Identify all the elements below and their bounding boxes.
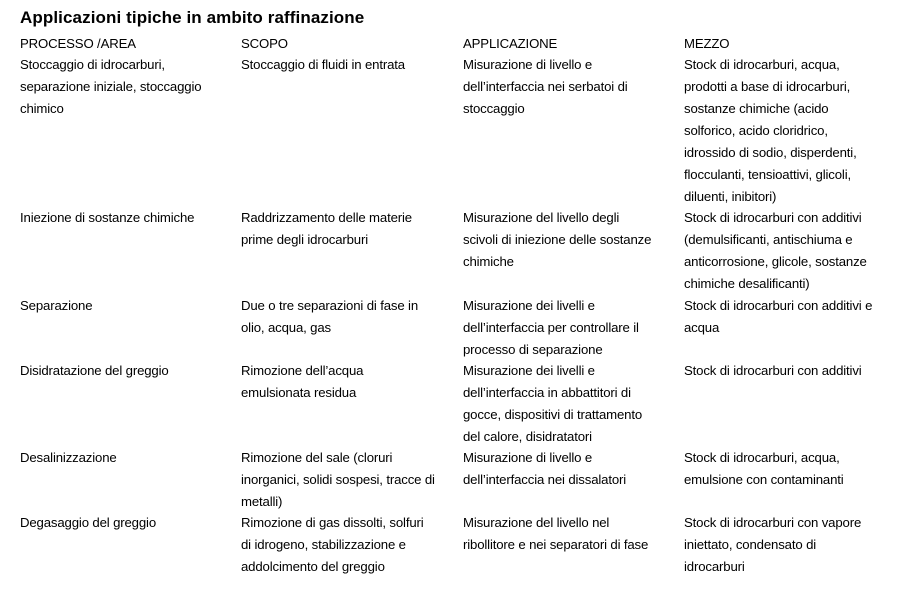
table-row (0, 295, 916, 360)
cell-mezzo: Stock di idrocarburi con additivi (684, 363, 862, 378)
cell-mezzo: Stock di idrocarburi con vapore iniettato, condensato di idrocarburi (684, 515, 862, 574)
page-title: Applicazioni tipiche in ambito raffinazione (20, 8, 365, 27)
cell-scopo: Rimozione del sale (cloruri inorganici, solidi sospesi, tracce di metalli) (241, 450, 435, 509)
cell-scopo: Raddrizzamento delle materie prime degli idrocarburi (241, 210, 412, 247)
cell-scopo: Stoccaggio di fluidi in entrata (241, 57, 405, 72)
table-row (0, 360, 916, 447)
table-row (0, 512, 916, 592)
cell-processo: Separazione (20, 298, 93, 313)
cell-processo: Stoccaggio di idrocarburi, separazione iniziale, stoccaggio chimico (20, 57, 202, 116)
cell-mezzo: Stock di idrocarburi, acqua, emulsione con contaminanti (684, 450, 844, 487)
cell-applicazione: Misurazione del livello degli scivoli di iniezione delle sostanze chimiche (463, 210, 652, 269)
cell-scopo: Rimozione dell’acqua emulsionata residua (241, 363, 364, 400)
header-mezzo: MEZZO (684, 36, 730, 51)
cell-mezzo: Stock di idrocarburi con additivi e acqua (684, 298, 873, 335)
header-applicazione: APPLICAZIONE (463, 36, 558, 51)
table-row (0, 207, 916, 295)
cell-processo: Degasaggio del greggio (20, 515, 157, 530)
cell-mezzo: Stock di idrocarburi, acqua, prodotti a base di idrocarburi, sostanze chimiche (acido solforico, acido cloridrico, idrossido di sodio, disperdenti, flocculanti, tensioattivi, glicoli, diluenti, inibitori) (684, 57, 857, 204)
cell-scopo: Rimozione di gas dissolti, solfuri di idrogeno, stabilizzazione e addolcimento del greggio (241, 515, 424, 574)
cell-applicazione: Misurazione di livello e dell’interfaccia nei serbatoi di stoccaggio (463, 57, 628, 116)
cell-mezzo: Stock di idrocarburi con additivi (demulsificanti, antischiuma e anticorrosione, glicole, sostanze chimiche desalificanti) (684, 210, 867, 291)
cell-processo: Iniezione di sostanze chimiche (20, 210, 195, 225)
table-row (0, 54, 916, 207)
header-processo-area: PROCESSO /AREA (20, 36, 136, 51)
table-header-row (0, 34, 916, 54)
cell-applicazione: Misurazione del livello nel ribollitore e nei separatori di fase (463, 515, 649, 552)
cell-applicazione: Misurazione dei livelli e dell’interfaccia in abbattitori di gocce, dispositivi di trattamento del calore, disidratatori (463, 363, 643, 444)
cell-applicazione: Misurazione dei livelli e dell’interfaccia per controllare il processo di separazione (463, 298, 639, 357)
table-row (0, 447, 916, 512)
cell-applicazione: Misurazione di livello e dell’interfaccia nei dissalatori (463, 450, 627, 487)
cell-processo: Disidratazione del greggio (20, 363, 169, 378)
cell-scopo: Due o tre separazioni di fase in olio, acqua, gas (241, 298, 418, 335)
table-body (0, 54, 916, 592)
header-scopo: SCOPO (241, 36, 288, 51)
cell-processo: Desalinizzazione (20, 450, 117, 465)
